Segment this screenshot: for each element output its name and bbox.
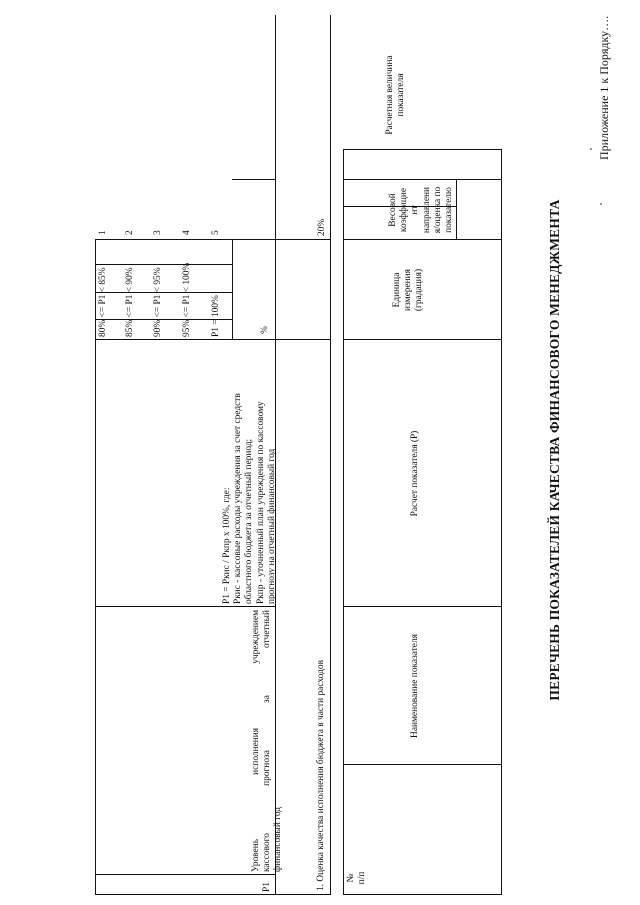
appendix-note: Приложение 1 к Порядку…. (597, 15, 611, 160)
header-weight: Весовой коэффицие нт направлени я/оценка по показателю (388, 186, 455, 234)
gradation-condition: 80% <= P1 < 85% (98, 267, 108, 337)
body-border-top (330, 15, 331, 895)
header-calc: Расчет показателя (P) (410, 430, 420, 517)
header-num: № п/п (346, 871, 368, 885)
header-unit: Единица измерения (градация) (392, 268, 425, 312)
gradation-score: 1 (98, 230, 108, 235)
row-unit: % (260, 326, 270, 334)
row-name: Уровень исполнения учреждением кассового прогноза за отчетный финансовый год (251, 610, 284, 872)
section-title: 1. Оценка качества исполнения бюджета в части расходов (316, 659, 326, 891)
gradation-condition: P1 = 100% (211, 295, 221, 337)
document-title: ПЕРЕЧЕНЬ ПОКАЗАТЕЛЕЙ КАЧЕСТВА ФИНАНСОВОГО МЕНЕДЖМЕНТА (547, 199, 562, 701)
scan-speck (590, 148, 592, 150)
gradation-condition: 85% <= P1 < 90% (125, 267, 135, 337)
gradation-score: 2 (125, 230, 135, 235)
weight-value: 20% (317, 218, 327, 236)
gradation-score: 3 (153, 230, 163, 235)
header-border-right (343, 149, 502, 150)
header-border-bottom (343, 150, 344, 895)
header-sub-divider (456, 180, 457, 240)
header-col-divider-1 (343, 764, 502, 765)
header-name: Наименование показателя (410, 634, 420, 738)
scan-speck (600, 203, 602, 205)
body-col-divider-2 (95, 606, 276, 607)
gradation-score: 4 (182, 230, 192, 235)
header-result: Расчетная величина показателя (385, 55, 407, 135)
row-code: P1 (262, 882, 272, 892)
body-right-line (95, 239, 96, 895)
body-border-left (95, 894, 331, 895)
body-col-divider-3 (95, 339, 331, 340)
body-col-divider-1 (95, 874, 276, 875)
header-border-left (343, 894, 502, 895)
grad-divider-v (232, 240, 233, 340)
body-col-divider-5 (232, 179, 276, 180)
gradation-condition: 90% <= P1 < 95% (153, 267, 163, 337)
header-col-divider-2 (343, 606, 502, 607)
row-calc: P1 = Ркис / Ркпр x 100%, где: Ркис - кассовые расходы учреждения за счет средств областного бюджета за отчетный период; Ркпр - уточненный план учреждения по кассовому прогнозу на отчетный финансовый год (222, 393, 277, 604)
gradation-condition: 95% <= P1 < 100% (182, 262, 192, 337)
header-border-top (501, 150, 502, 895)
gradation-score: 5 (211, 230, 221, 235)
